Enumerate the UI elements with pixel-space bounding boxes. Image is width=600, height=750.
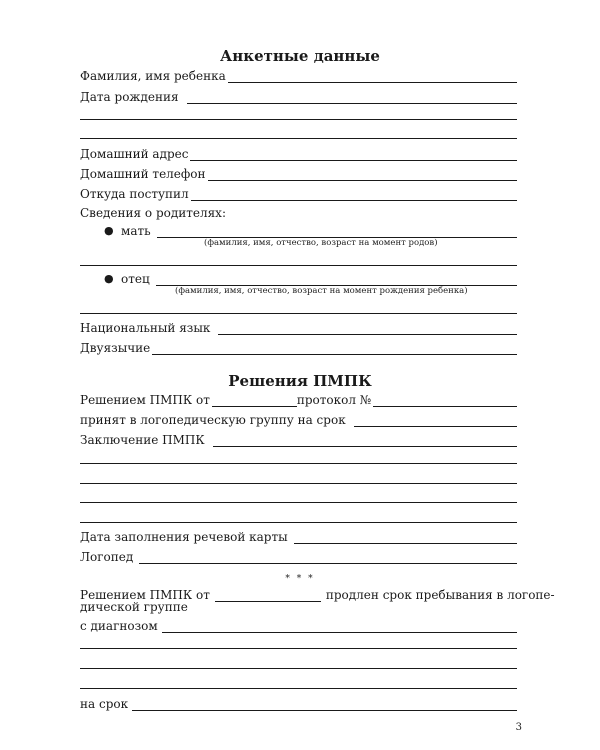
mother-row [121, 224, 517, 238]
blank-line[interactable] [80, 522, 517, 523]
child-name-label: Фамилия, имя ребенка [80, 69, 226, 83]
accepted-row [80, 413, 517, 427]
extended-decision-label: Решением ПМПК от [80, 588, 210, 602]
speech-therapist-field[interactable] [139, 552, 517, 564]
blank-line[interactable] [80, 648, 517, 649]
page-number: 3 [515, 722, 522, 733]
home-address-row [80, 147, 517, 161]
father-label: отец [121, 272, 150, 286]
decision-row [80, 393, 517, 407]
decision-from-label: Решением ПМПК от [80, 393, 210, 407]
separator-stars: * * * [285, 574, 315, 584]
protocol-label: протокол № [296, 393, 372, 407]
blank-line[interactable] [80, 265, 517, 266]
bullet-icon: ● [104, 224, 114, 237]
conclusion-field[interactable] [213, 435, 517, 447]
speech-therapist-row [80, 550, 517, 564]
home-phone-label: Домашний телефон [80, 167, 206, 181]
diagnosis-field[interactable] [162, 621, 517, 633]
home-address-field[interactable] [190, 149, 517, 161]
conclusion-label: Заключение ПМПК [80, 433, 205, 447]
parents-label: Сведения о родителях: [80, 206, 226, 220]
parents-row [80, 206, 517, 220]
blank-line[interactable] [80, 483, 517, 484]
protocol-number-field[interactable] [373, 395, 517, 407]
term-label: на срок [80, 697, 129, 711]
blank-line[interactable] [80, 668, 517, 669]
home-phone-row [80, 167, 517, 181]
extended-text-continuation: дической группе [80, 600, 188, 614]
fill-date-label: Дата заполнения речевой карты [80, 530, 288, 544]
bilingualism-row [80, 341, 517, 355]
blank-line[interactable] [80, 138, 517, 139]
diagnosis-label: с диагнозом [80, 619, 158, 633]
came-from-row [80, 187, 517, 201]
father-hint: (фамилия, имя, отчество, возраст на момент рождения ребенка) [175, 286, 468, 296]
home-address-label: Домашний адрес [80, 147, 189, 161]
mother-field[interactable] [157, 226, 517, 238]
birth-date-field[interactable] [187, 92, 517, 104]
native-language-label: Национальный язык [80, 321, 211, 335]
fill-date-row [80, 530, 517, 544]
term-row [80, 697, 517, 711]
child-name-row [80, 69, 517, 83]
native-language-field[interactable] [218, 323, 517, 335]
native-language-row [80, 321, 517, 335]
mother-hint: (фамилия, имя, отчество, возраст на момент родов) [204, 238, 438, 248]
conclusion-row [80, 433, 517, 447]
blank-line[interactable] [80, 313, 517, 314]
section-title-questionnaire: Анкетные данные [220, 47, 380, 65]
decision-date-field[interactable] [212, 395, 297, 407]
bilingualism-label: Двуязычие [80, 341, 151, 355]
bullet-icon: ● [104, 272, 114, 285]
father-field[interactable] [156, 274, 517, 286]
fill-date-field[interactable] [294, 532, 517, 544]
mother-label: мать [121, 224, 151, 238]
diagnosis-row [80, 619, 517, 633]
home-phone-field[interactable] [208, 169, 517, 181]
birth-date-row [80, 90, 517, 104]
blank-line[interactable] [80, 502, 517, 503]
section-title-pmpk: Решения ПМПК [228, 372, 372, 390]
birth-date-label: Дата рождения [80, 90, 179, 104]
came-from-field[interactable] [191, 189, 517, 201]
blank-line[interactable] [80, 119, 517, 120]
speech-therapist-label: Логопед [80, 550, 134, 564]
blank-line[interactable] [80, 688, 517, 689]
extended-text-label: продлен срок пребывания в логопе- [325, 588, 555, 602]
bilingualism-field[interactable] [152, 343, 517, 355]
accepted-label: принят в логопедическую группу на срок [80, 413, 346, 427]
came-from-label: Откуда поступил [80, 187, 189, 201]
accepted-term-field[interactable] [354, 415, 517, 427]
blank-line[interactable] [80, 463, 517, 464]
child-name-field[interactable] [228, 71, 517, 83]
father-row [121, 272, 517, 286]
term-field[interactable] [132, 699, 517, 711]
